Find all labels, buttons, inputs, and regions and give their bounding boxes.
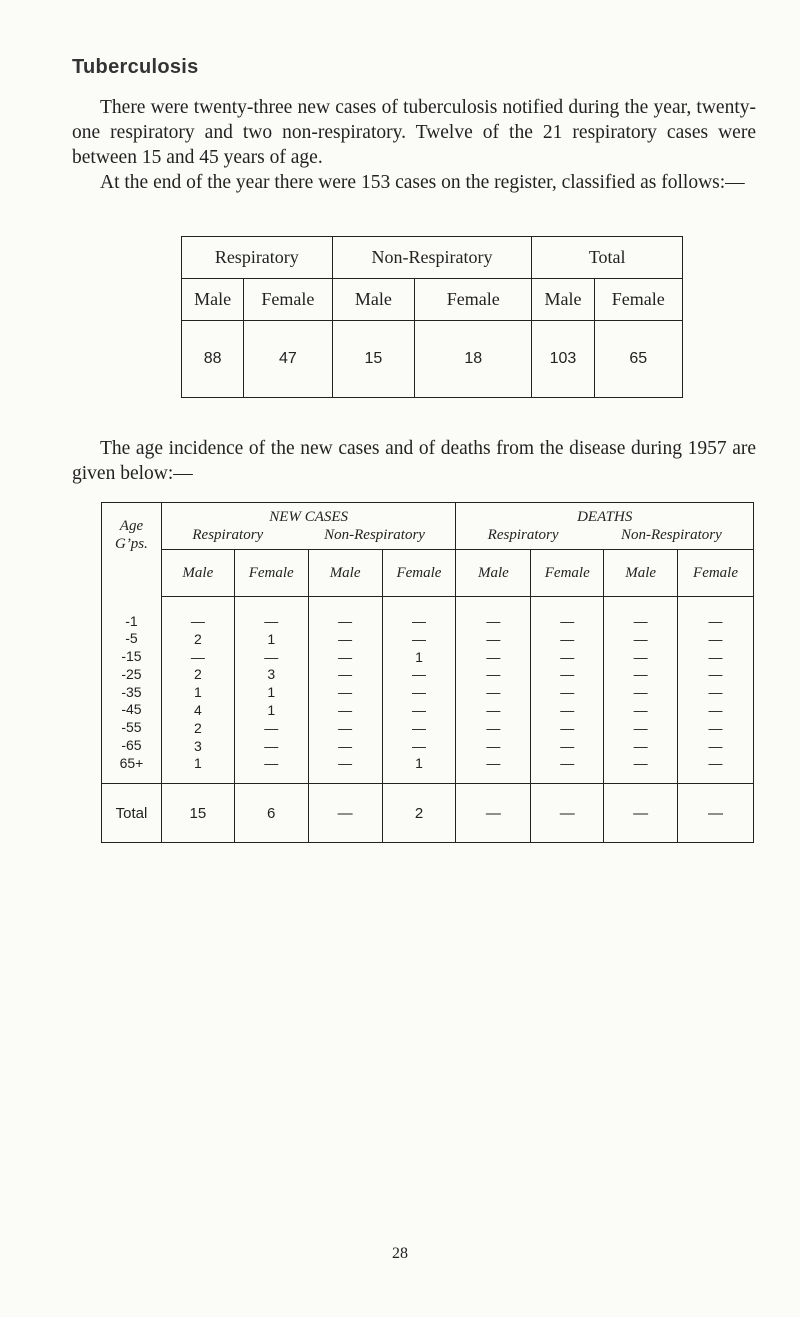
data-column — [604, 597, 678, 784]
table-cell: — — [633, 684, 648, 701]
total-cell: 6 — [234, 784, 308, 843]
table-cell: — — [411, 737, 426, 754]
table-cell: 2 — [193, 630, 202, 647]
group-header: Total — [532, 237, 683, 279]
table-cell: — — [560, 719, 575, 736]
section-heading: Tuberculosis — [72, 56, 199, 78]
table-cell: 1 — [415, 648, 423, 665]
table-cell: 3 — [193, 737, 202, 754]
table-cell: — — [338, 684, 353, 701]
total-cell: 15 — [161, 784, 234, 843]
intro-paragraph: There were twenty-three new cases of tuberculosis notified during the year, twenty-one respiratory and two non-respiratory. Twelve of the 21 respiratory cases were between 15 and 45 years of age. — [72, 97, 756, 168]
age-group-label: -65 — [121, 737, 142, 754]
table-cell: 2 — [193, 719, 202, 736]
table-cell: — — [708, 737, 723, 754]
table-cell: — — [708, 666, 723, 683]
table-cell: — — [264, 613, 279, 629]
table-cell: — — [708, 684, 723, 701]
table-cell: — — [264, 648, 279, 665]
sub-header: Male — [532, 279, 594, 321]
table-cell: — — [633, 701, 648, 718]
table-cell: — — [560, 613, 575, 629]
age-paragraph: The age incidence of the new cases and of deaths from the disease during 1957 are given below:— — [72, 438, 756, 484]
table-cell: 1 — [267, 684, 276, 701]
sub-header: Male — [308, 550, 382, 597]
age-group-label: -1 — [125, 612, 138, 629]
table-cell: — — [486, 701, 501, 718]
age-group-label: -25 — [121, 665, 142, 682]
table-cell: — — [633, 666, 648, 683]
data-column — [382, 597, 456, 784]
table-cell: — — [708, 701, 723, 718]
table-cell: — — [560, 630, 575, 647]
table-cell: — — [411, 701, 426, 718]
value-cell: 65 — [594, 321, 682, 398]
table-cell: — — [560, 648, 575, 665]
age-group-label: 65+ — [119, 754, 144, 771]
table-cell: — — [338, 719, 353, 736]
table-cell: 1 — [415, 755, 423, 772]
register-table — [181, 236, 683, 398]
table-cell: — — [708, 613, 723, 629]
table-cell: — — [633, 630, 648, 647]
table-cell: 1 — [267, 701, 276, 718]
data-column — [456, 597, 531, 784]
age-column — [102, 597, 162, 784]
table-cell: — — [411, 630, 426, 647]
data-column — [678, 597, 754, 784]
table-cell: — — [338, 648, 353, 665]
table-cell: — — [708, 648, 723, 665]
table-cell: — — [560, 701, 575, 718]
total-cell: 2 — [382, 784, 456, 843]
table-cell: — — [338, 666, 353, 683]
age-group-label: -15 — [121, 648, 142, 665]
sub-header: Male — [161, 550, 234, 597]
sub-header: Female — [244, 279, 332, 321]
table-cell: 1 — [193, 684, 202, 701]
table-cell: — — [633, 648, 648, 665]
table-cell: — — [708, 630, 723, 647]
table-cell: — — [190, 613, 205, 629]
value-cell: 103 — [532, 321, 594, 398]
table-cell: — — [486, 755, 501, 772]
data-column — [234, 597, 308, 784]
table-cell: — — [633, 613, 648, 629]
sub-header: Male — [604, 550, 678, 597]
table-cell: — — [486, 719, 501, 736]
table-cell: — — [633, 755, 648, 772]
table-cell: — — [708, 719, 723, 736]
group-header: Non-Respiratory — [332, 237, 532, 279]
table-cell: — — [486, 684, 501, 701]
table-cell: — — [633, 737, 648, 754]
table-cell: — — [338, 755, 353, 772]
total-cell: — — [678, 784, 754, 843]
table-cell: 1 — [193, 755, 202, 772]
table-cell: — — [411, 666, 426, 683]
data-column — [161, 597, 234, 784]
age-group-label: -55 — [121, 719, 142, 736]
table-cell: — — [708, 755, 723, 772]
sub-header: Male — [332, 279, 414, 321]
table-cell: — — [560, 755, 575, 772]
age-incidence-table — [101, 502, 754, 843]
table-cell: — — [486, 630, 501, 647]
table-cell: — — [411, 613, 426, 629]
total-cell: — — [456, 784, 531, 843]
table-cell: 3 — [267, 666, 276, 683]
total-label: Total — [102, 784, 162, 843]
data-column — [531, 597, 604, 784]
table-cell: — — [338, 613, 353, 629]
value-cell: 15 — [332, 321, 414, 398]
value-cell: 18 — [415, 321, 532, 398]
table-cell: — — [264, 719, 279, 736]
table-cell: — — [264, 755, 279, 772]
total-cell: — — [308, 784, 382, 843]
table-cell: — — [560, 737, 575, 754]
total-cell: — — [604, 784, 678, 843]
sub-header: Female — [531, 550, 604, 597]
sub-header: Female — [234, 550, 308, 597]
sub-header: Male — [456, 550, 531, 597]
total-cell: — — [531, 784, 604, 843]
table-cell: — — [411, 684, 426, 701]
sub-header: Male — [182, 279, 244, 321]
table-cell: — — [486, 613, 501, 629]
table-cell: — — [486, 648, 501, 665]
table-cell: 2 — [193, 666, 202, 683]
table-cell: — — [633, 719, 648, 736]
value-cell: 88 — [182, 321, 244, 398]
age-group-label: -35 — [121, 683, 142, 700]
new-cases-header: NEW CASES Respiratory Non-Respiratory — [161, 503, 456, 550]
age-group-label: -5 — [125, 630, 138, 647]
table-cell: — — [190, 648, 205, 665]
table-cell: — — [338, 701, 353, 718]
sub-header: Female — [594, 279, 682, 321]
table-cell: 1 — [267, 630, 276, 647]
group-header: Respiratory — [182, 237, 333, 279]
age-group-label: -45 — [121, 701, 142, 718]
page-number: 28 — [392, 1245, 408, 1262]
register-paragraph: At the end of the year there were 153 cases on the register, classified as follows:— — [100, 172, 745, 193]
sub-header: Female — [382, 550, 456, 597]
table-cell: — — [338, 630, 353, 647]
data-column — [308, 597, 382, 784]
age-groups-header: Age G’ps. — [102, 503, 162, 597]
value-cell: 47 — [244, 321, 332, 398]
sub-header: Female — [678, 550, 754, 597]
table-cell: — — [486, 666, 501, 683]
table-cell: — — [486, 737, 501, 754]
table-cell: — — [264, 737, 279, 754]
table-cell: — — [338, 737, 353, 754]
table-cell: 4 — [193, 701, 202, 718]
sub-header: Female — [415, 279, 532, 321]
table-cell: — — [411, 719, 426, 736]
deaths-header: DEATHS Respiratory Non-Respiratory — [456, 503, 754, 550]
table-cell: — — [560, 666, 575, 683]
table-cell: — — [560, 684, 575, 701]
